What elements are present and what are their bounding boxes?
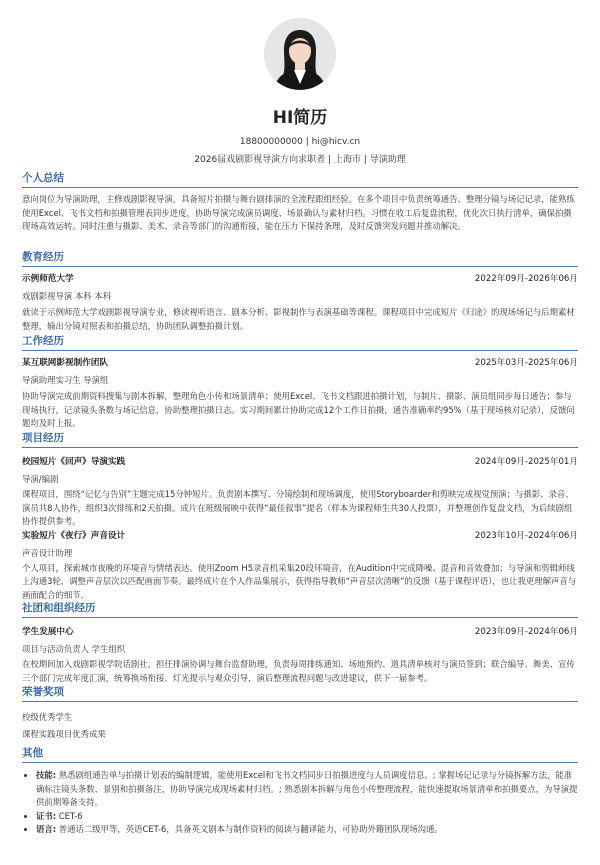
- section-title: 工作经历: [22, 334, 578, 351]
- section-title: 其他: [22, 746, 578, 763]
- campus-description: 在校期间加入戏剧影视学院话剧社，担任排演协调与舞台监督助理，负责每周排练通知、场地预约、道具清单核对与演员签到；联合编导、舞美、宣传三个部门完成年度汇演，统筹换场衔接、灯光提示与观众引导，演后整理流程问题与改进建议，供下一届参考。: [22, 659, 575, 683]
- project-date: 2024年09月-2025年01月: [474, 457, 578, 467]
- avatar-photo: [264, 18, 336, 90]
- skills-label: 技能:: [36, 770, 57, 780]
- work-header-row: [22, 356, 578, 370]
- education-header-row: [22, 272, 578, 286]
- avatar: [264, 18, 336, 90]
- project-description: 课程项目，围绕“记忆与告别”主题完成15分钟短片。负责剧本撰写、分镜绘制和现场调度，使用Storyboarder和剪映完成视觉预演；与摄影、录音、演员共8人协作，组织3次排练和2天拍摄。成片在班级展映中获得“最佳叙事”提名（样本为课程师生共30人投票），并整理创作复盘文档，为后续剧组协作提供参考。: [22, 489, 574, 527]
- others-section: [22, 746, 578, 837]
- cert-item: [36, 810, 578, 824]
- campus-section: [22, 601, 578, 685]
- resume-name: HI简历: [272, 108, 328, 128]
- cert-text: CET-6: [56, 810, 83, 821]
- projects-section: [22, 431, 578, 603]
- summary-section: [22, 171, 578, 234]
- award-item: 校级优秀学生: [22, 712, 73, 722]
- language-label: 语言:: [36, 824, 57, 835]
- campus-role: 项目与活动负责人 学生组织: [22, 644, 126, 654]
- project-name: 校园短片《回声》导演实践: [22, 457, 126, 467]
- section-title: 社团和组织经历: [22, 601, 578, 618]
- language-text: 普通话二级甲等，英语CET-6，具备英文剧本与制作资料的阅读与翻译能力，可协助外籍团队现场沟通。: [56, 824, 443, 835]
- education-date: 2022年09月-2026年06月: [474, 274, 578, 284]
- project-description: 个人项目，探索城市夜晚的环境音与情绪表达。使用Zoom H5录音机采集20段环境音，在Audition中完成降噪、混音和音效叠加；与导演和剪辑师线上沟通3轮，调整声音层次以匹配画面节奏。最终成片在个人作品集展示，获得指导教师“声音层次清晰”的反馈（基于课程评语），也让我更理解声音与画面配合的细节。: [22, 562, 577, 600]
- education-description: 就读于示例师范大学戏剧影视导演专业，修读视听语言、剧本分析、影视制作与表演基础等课程。课程项目中完成短片《归途》的现场场记与后期素材整理，输出分镜对照表和拍摄总结，协助团队调整拍摄计划。: [22, 307, 575, 331]
- section-title: 荣誉奖项: [22, 685, 578, 702]
- project-header-row: [22, 529, 578, 543]
- project-date: 2023年10月-2024年06月: [474, 530, 578, 541]
- skills-item: [36, 769, 578, 810]
- work-date: 2025年03月-2025年06月: [474, 358, 578, 368]
- summary-text: 意向岗位为导演助理，主修戏剧影视导演，具备短片拍摄与舞台剧排演的全流程跟组经验。在多个项目中负责统筹通告、整理分镜与场记记录，能熟练使用Excel、飞书文档和拍摄管理表同步进度，协助导演完成演员调度、场景确认与素材归档。习惯在收工后复盘流程，优化次日执行清单，确保拍摄现场高效运转。同时注重与摄影、美术、录音等部门的沟通衔接，能在压力下保持条理，及时反馈突发问题并推动解决。: [22, 194, 575, 232]
- work-section: [22, 334, 578, 431]
- education-major: 戏剧影视导演 本科 本科: [22, 291, 112, 301]
- cert-label: 证书:: [36, 810, 57, 821]
- section-title: 教育经历: [22, 250, 578, 267]
- project-role: 导演/编剧: [22, 474, 59, 484]
- contact-line: 18800000000 | hi@hicv.cn: [239, 137, 361, 147]
- school-name: 示例师范大学: [22, 274, 74, 284]
- job-intention-line: 2026届戏剧影视导演方向求职者 | 上海市 | 导演助理: [194, 155, 406, 165]
- org-name: 学生发展中心: [22, 627, 74, 637]
- section-title: 项目经历: [22, 431, 578, 448]
- education-section: [22, 250, 578, 333]
- project-role: 声音设计助理: [22, 547, 73, 558]
- work-description: 协助导演完成前期资料搜集与剧本拆解，整理角色小传和场景清单；使用Excel、飞书文档跟进拍摄计划，与制片、摄影、演员组同步每日通告；参与现场执行，记录镜头条数与场记信息，协助整理拍摄日志。实习期间累计协助完成12个工作日拍摄，通告准确率约95%（基于现场核对记录），反馈问题均及时上报。: [22, 391, 575, 429]
- company-name: 某互联网影视制作团队: [22, 358, 108, 368]
- campus-date: 2023年09月-2024年06月: [474, 627, 578, 637]
- language-item: [36, 823, 578, 837]
- section-title: 个人总结: [22, 171, 578, 188]
- others-list: [22, 769, 578, 837]
- work-role: 导演助理实习生 导演组: [22, 375, 109, 385]
- skills-text: 熟悉剧组通告单与拍摄计划表的编制逻辑，能使用Excel和飞书文档同步日拍摄进度与人员调度信息。; 掌握场记记录与分镜拆解方法，能准确标注镜头条数、景别和拍摄备注，协助导演完成现场素材归档。; 熟悉剧本拆解与角色小传整理流程，能快速提取场景清单和拍摄要点，为导演提供前期筹备支持。: [36, 770, 578, 808]
- award-item: 课程实践项目优秀成果: [22, 729, 106, 739]
- awards-section: [22, 685, 578, 741]
- project-name: 实验短片《夜行》声音设计: [22, 530, 126, 541]
- campus-header-row: [22, 625, 578, 639]
- project-header-row: [22, 455, 578, 469]
